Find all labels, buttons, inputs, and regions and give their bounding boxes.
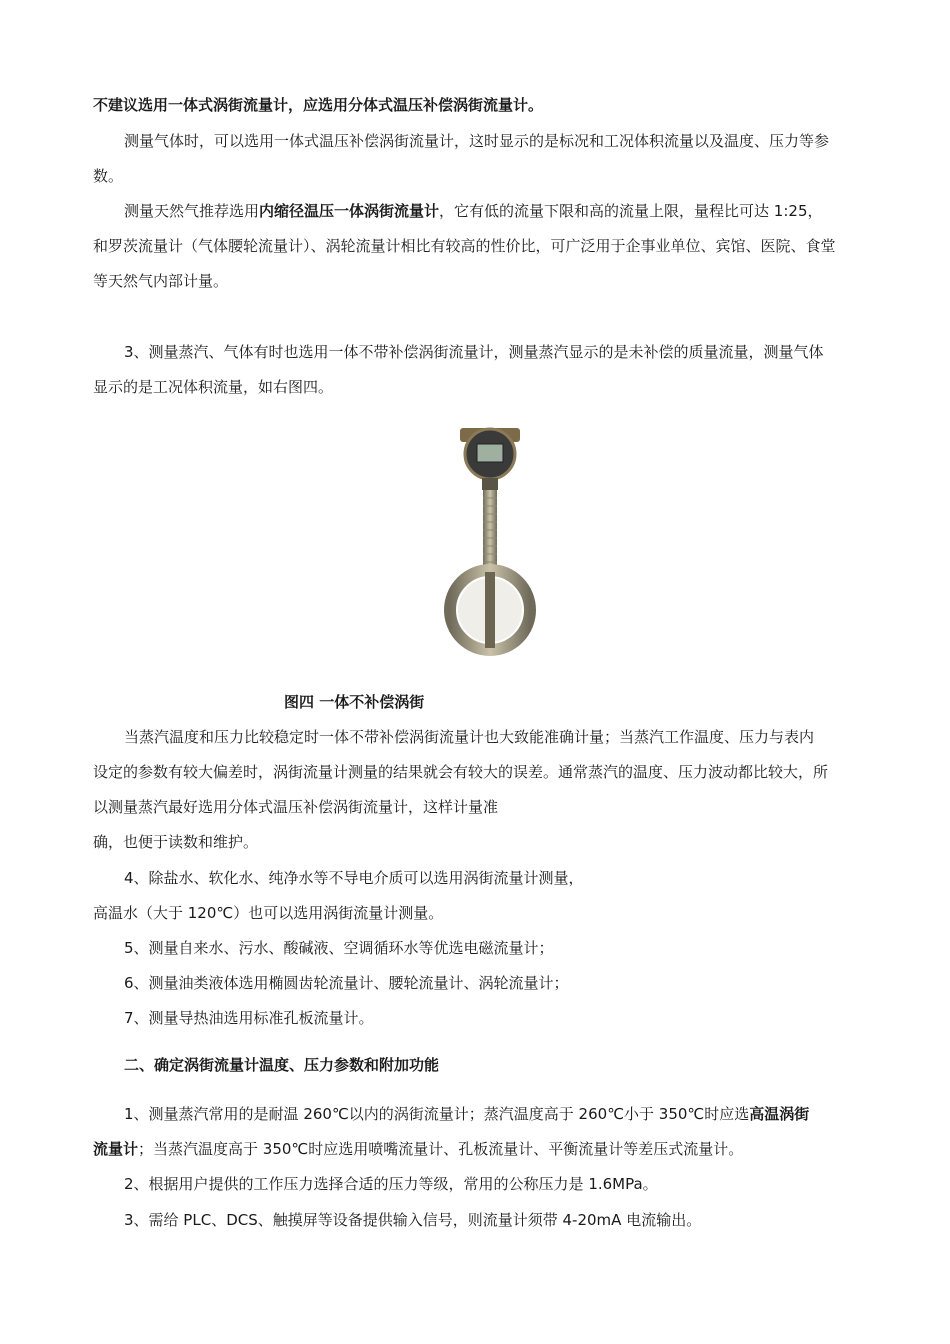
paragraph-2-line-2: 数。: [93, 167, 124, 185]
paragraph-3-line-3: 等天然气内部计量。: [93, 272, 229, 290]
paragraph-3-text-pre: 测量天然气推荐选用: [124, 202, 260, 220]
paragraph-3-text-post: ，它有低的流量下限和高的流量上限，量程比可达 1:25，: [439, 202, 823, 220]
paragraph-5-line-3: 以测量蒸汽最好选用分体式温压补偿涡街流量计，这样计量准: [93, 798, 499, 816]
paragraph-5-line-2: 设定的参数有较大偏差时，涡街流量计测量的结果就会有较大的误差。通常蒸汽的温度、压力波动都比较大，所: [93, 763, 829, 781]
paragraph-2-line-1: 测量气体时，可以选用一体式温压补偿涡街流量计，这时显示的是标况和工况体积流量以及温度、压力等参: [124, 132, 830, 150]
paragraph-5-line-4: 确，也便于读数和维护。: [93, 833, 259, 851]
section-2-item-1-line-1: [124, 1104, 809, 1124]
list-item-6: 6、测量油类液体选用椭圆齿轮流量计、腰轮流量计、涡轮流量计；: [124, 974, 569, 992]
figure-caption: 图四 一体不补偿涡街: [284, 693, 425, 711]
vortex-bluff-body: [485, 572, 495, 648]
lcd-display: [477, 444, 503, 462]
section-2-item-1-text-post: ；当蒸汽温度高于 350℃时应选用喷嘴流量计、孔板流量计、平衡流量计等差压式流量计。: [138, 1140, 744, 1158]
paragraph-3-bold-product: 内缩径温压一体涡街流量计: [259, 202, 440, 220]
section-2-item-1-line-2: [93, 1139, 743, 1159]
paragraph-5-line-1: 当蒸汽温度和压力比较稳定时一体不带补偿涡街流量计也大致能准确计量；当蒸汽工作温度、压力与表内: [124, 728, 815, 746]
section-2-item-1-text: 1、测量蒸汽常用的是耐温 260℃以内的涡街流量计；蒸汽温度高于 260℃小于 350℃时应选: [124, 1105, 750, 1123]
paragraph-3-line-2: 和罗茨流量计（气体腰轮流量计）、涡轮流量计相比有较高的性价比，可广泛用于企事业单位、宾馆、医院、食堂: [93, 237, 836, 255]
paragraph-4-line-2: 显示的是工况体积流量，如右图四。: [93, 378, 334, 396]
support-rod: [483, 490, 497, 572]
list-item-7: 7、测量导热油选用标准孔板流量计。: [124, 1009, 374, 1027]
section-2-item-2: 2、根据用户提供的工作压力选择合适的压力等级，常用的公称压力是 1.6MPa。: [124, 1175, 658, 1193]
section-2-item-1-bold-a: 高温涡街: [749, 1105, 810, 1123]
section-2-item-3: 3、需给 PLC、DCS、触摸屏等设备提供输入信号，则流量计须带 4-20mA 电流输出。: [124, 1211, 702, 1229]
section-2-heading: 二、确定涡街流量计温度、压力参数和附加功能: [124, 1056, 440, 1074]
list-item-4-line-2: 高温水（大于 120℃）也可以选用涡街流量计测量。: [93, 904, 444, 922]
paragraph-1-line-1: 不建议选用一体式涡街流量计，应选用分体式温压补偿涡街流量计。: [93, 96, 544, 114]
list-item-4-line-1: 4、除盐水、软化水、纯净水等不导电介质可以选用涡街流量计测量，: [124, 869, 584, 887]
list-item-5: 5、测量自来水、污水、酸碱液、空调循环水等优选电磁流量计；: [124, 939, 554, 957]
paragraph-4-line-1: 3、测量蒸汽、气体有时也选用一体不带补偿涡街流量计，测量蒸汽显示的是未补偿的质量流量，测量气体: [124, 343, 824, 361]
section-2-item-1-bold-b: 流量计: [93, 1140, 139, 1158]
paragraph-3-line-1: [124, 201, 823, 221]
vortex-flowmeter-image: [440, 420, 550, 660]
neck-connector: [482, 478, 498, 490]
